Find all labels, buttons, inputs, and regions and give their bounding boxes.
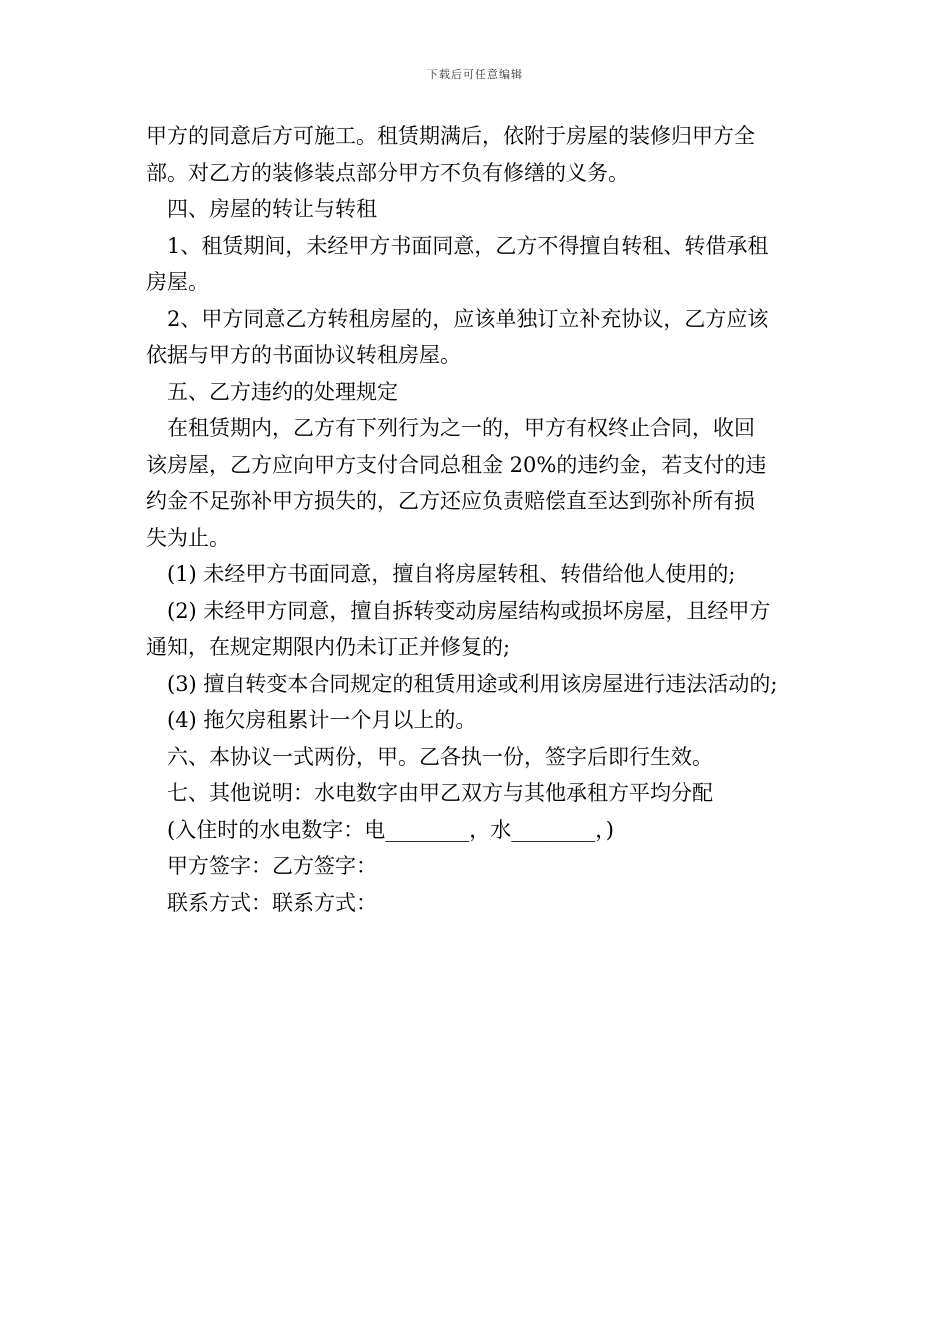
text-line: 七、其他说明：水电数字由甲乙双方与其他承租方平均分配 xyxy=(167,781,713,805)
text-line: 五、乙方违约的处理规定 xyxy=(167,379,398,404)
text-line: 1、租赁期间，未经甲方书面同意，乙方不得擅自转租、转借承租 xyxy=(167,233,769,258)
page-header: 下载后可任意编辑 xyxy=(427,68,523,81)
text-line: 失为止。 xyxy=(146,525,230,550)
text-line: (4) 拖欠房租累计一个月以上的。 xyxy=(167,708,477,732)
text-line: 部。对乙方的装修装点部分甲方不负有修缮的义务。 xyxy=(146,160,629,185)
text-line: 六、本协议一式两份，甲。乙各执一份，签字后即行生效。 xyxy=(167,744,713,769)
text-line: 该房屋，乙方应向甲方支付合同总租金 20%的违约金，若支付的违 xyxy=(146,452,767,477)
text-line: 约金不足弥补甲方损失的，乙方还应负责赔偿直至达到弥补所有损 xyxy=(146,489,755,513)
text-line: 通知，在规定期限内仍未订正并修复的; xyxy=(146,635,511,659)
text-line: 依据与甲方的书面协议转租房屋。 xyxy=(146,343,461,367)
text-line: 在租赁期内，乙方有下列行为之一的，甲方有权终止合同，收回 xyxy=(167,416,755,440)
text-line: 甲方签字：乙方签字： xyxy=(167,854,377,878)
text-line: 联系方式：联系方式： xyxy=(167,890,377,915)
text-line: 四、房屋的转让与转租 xyxy=(167,197,377,221)
text-line: (入住时的水电数字：电________，水________，) xyxy=(167,817,614,842)
text-line: (2) 未经甲方同意，擅自拆转变动房屋结构或损坏房屋，且经甲方 xyxy=(167,598,771,623)
text-line: 2、甲方同意乙方转租房屋的，应该单独订立补充协议，乙方应该 xyxy=(167,306,769,331)
text-line: (3) 擅自转变本合同规定的租赁用途或利用该房屋进行违法活动的; xyxy=(167,671,778,696)
text-line: 房屋。 xyxy=(146,270,209,294)
text-line: 甲方的同意后方可施工。租赁期满后，依附于房屋的装修归甲方全 xyxy=(146,124,755,148)
text-line: (1) 未经甲方书面同意，擅自将房屋转租、转借给他人使用的; xyxy=(167,562,736,586)
document-body xyxy=(146,118,810,921)
